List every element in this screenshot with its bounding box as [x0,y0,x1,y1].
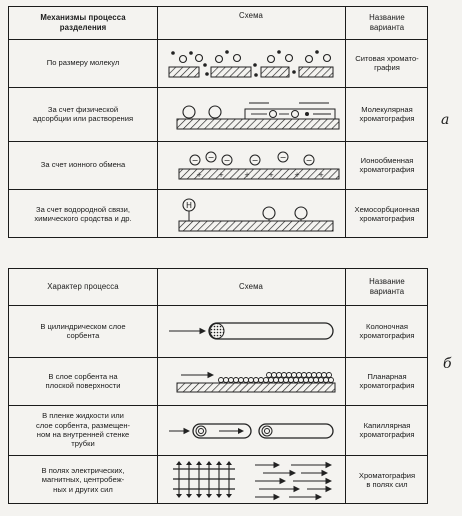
side-label-a: а [441,112,450,128]
svg-text:+: + [318,171,324,179]
svg-text:+: + [244,171,250,179]
scheme-adsorption [159,89,343,139]
svg-text:−: − [223,156,231,165]
header-mechanism: Механизмы процесса разделения [40,13,126,32]
svg-text:+: + [294,171,300,179]
process-planar: В слое сорбента на плоской поверхности [45,371,121,390]
scheme-capillary [159,407,343,453]
variant-sieve: Ситовая хромато- графия [355,53,419,72]
process-column: В цилиндрическом слое сорбента [40,321,126,340]
mechanism-chemisorption: За счет водородной связи, химического сродства и др. [34,204,132,223]
svg-text:+: + [268,171,274,179]
process-force-fields: В полях электрических, магнитных, центробеж- ных и других сил [41,465,125,494]
svg-text:−: − [279,153,287,162]
side-label-b: б [443,356,452,372]
svg-text:−: − [305,156,313,165]
header-process: Характер процесса [47,282,119,292]
scheme-force-fields [159,457,343,503]
svg-text:−: − [191,156,199,165]
scheme-sieve [159,41,343,85]
mechanism-ion-exchange: За счет ионного обмена [40,160,126,170]
mechanism-adsorption: За счет физической адсорбции или растворения [32,104,134,123]
variant-molecular: Молекулярная хроматография [359,104,415,123]
header-scheme-b: Схема [239,282,263,292]
variant-force-fields: Хроматография в полях сил [358,470,416,489]
variant-chemisorption: Хемосорбционная хроматография [354,204,420,223]
header-variant-b: Название варианта [369,277,405,296]
process-capillary: В пленке жидкости или слое сорбента, размещен- ном на внутренней стенке трубки [35,411,131,449]
scheme-column [159,307,343,355]
mechanism-sieve: По размеру молекул [46,58,120,68]
scheme-planar [159,359,343,403]
variant-planar: Планарная хроматография [359,371,415,390]
scheme-chemisorption [159,191,343,237]
table-b [8,268,428,504]
variant-column: Колоночная хроматография [359,321,415,340]
variant-capillary: Капиллярная хроматография [359,420,415,439]
scheme-label-h: H [185,201,193,210]
svg-text:−: − [251,156,259,165]
header-variant: Название варианта [369,13,405,32]
header-scheme: Схема [239,11,263,20]
scheme-ion-exchange [159,143,343,187]
svg-text:+: + [196,171,202,179]
table-a [8,6,428,238]
svg-text:+: + [218,171,224,179]
variant-ion-exchange: Ионообменная хроматография [359,155,415,174]
svg-text:−: − [207,153,215,162]
